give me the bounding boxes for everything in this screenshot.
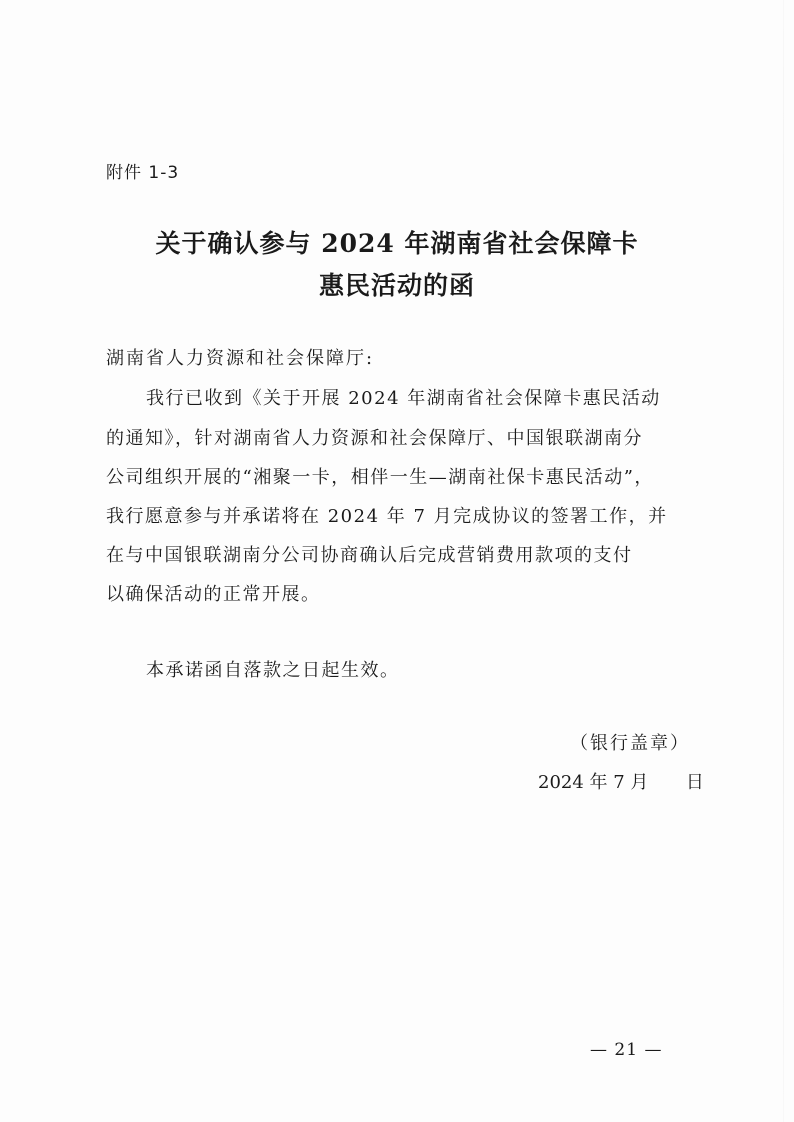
bank-seal-note: （银行盖章） <box>570 733 690 754</box>
date-day-label: 日 <box>685 772 704 793</box>
page-number: — 21 — <box>590 1040 663 1060</box>
body-paragraph-2: 本承诺函自落款之日起生效。 <box>146 660 400 681</box>
paragraph-line: 我行已收到《关于开展 2024 年湖南省社会保障卡惠民活动 <box>146 388 661 409</box>
date-year-month: 2024 年 7 月 <box>538 772 649 793</box>
attachment-label: 附件 1-3 <box>106 163 180 183</box>
document-title-line-1: 关于确认参与 2024 年湖南省社会保障卡 <box>155 229 639 258</box>
salutation: 湖南省人力资源和社会保障厅: <box>106 348 375 369</box>
scan-edge-line <box>783 0 784 1122</box>
document-title-line-2: 惠民活动的函 <box>318 271 475 300</box>
paragraph-line: 在与中国银联湖南分公司协商确认后完成营销费用款项的支付 <box>106 545 633 566</box>
paragraph-line: 公司组织开展的“湘聚一卡，相伴一生—湖南社保卡惠民活动”， <box>106 467 654 488</box>
paragraph-line: 的通知》，针对湖南省人力资源和社会保障厅、中国银联湖南分 <box>106 428 643 449</box>
signature-date <box>538 768 704 794</box>
paragraph-line: 我行愿意参与并承诺将在 2024 年 7 月完成协议的签署工作，并 <box>106 506 668 527</box>
paragraph-line: 以确保活动的正常开展。 <box>106 584 321 605</box>
